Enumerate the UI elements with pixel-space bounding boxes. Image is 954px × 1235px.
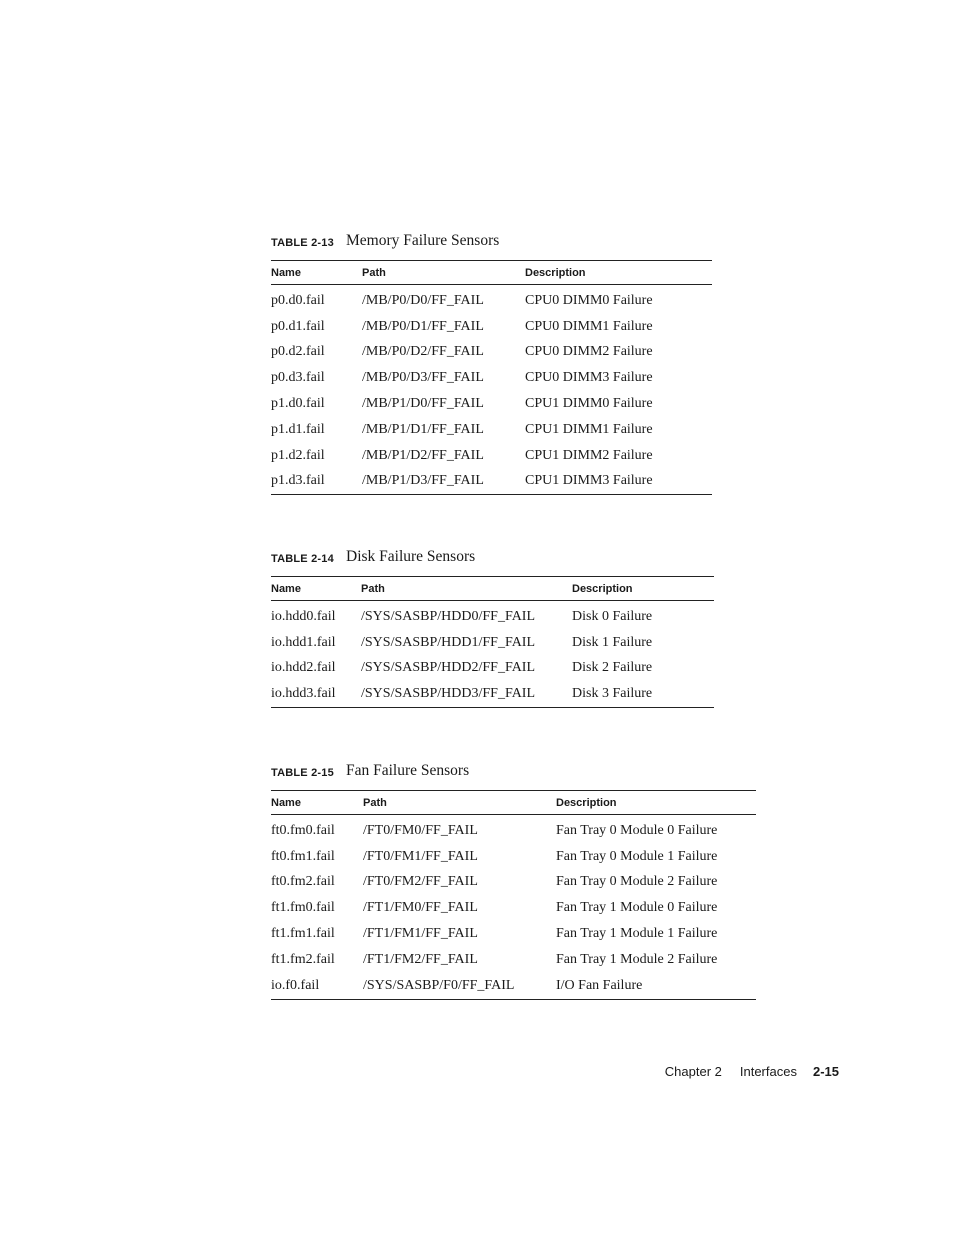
column-header-path: Path	[363, 791, 556, 815]
column-header-description: Description	[556, 791, 756, 815]
cell-path: /MB/P0/D0/FF_FAIL	[362, 292, 484, 308]
cell-path: /MB/P1/D2/FF_FAIL	[362, 447, 484, 463]
cell-description: CPU1 DIMM0 Failure	[525, 396, 653, 412]
cell-name: ft0.fm0.fail	[271, 822, 335, 838]
cell-description: Fan Tray 0 Module 0 Failure	[556, 822, 718, 838]
disk-failure-table	[271, 576, 714, 708]
cell-name: ft1.fm1.fail	[271, 926, 335, 942]
table-header-row	[271, 577, 714, 601]
page-footer	[665, 1064, 839, 1079]
memory-failure-table	[271, 260, 712, 495]
cell-name: ft1.fm0.fail	[271, 900, 335, 916]
cell-name: p1.d0.fail	[271, 396, 325, 412]
cell-path: /MB/P0/D2/FF_FAIL	[362, 344, 484, 360]
column-header-description: Description	[572, 577, 714, 601]
table-block-disk	[271, 548, 714, 708]
cell-path: /FT1/FM1/FF_FAIL	[363, 926, 478, 942]
cell-path: /SYS/SASBP/HDD2/FF_FAIL	[361, 660, 536, 676]
table-label: TABLE 2-14	[271, 553, 334, 565]
cell-description: CPU1 DIMM1 Failure	[525, 421, 653, 437]
table-caption	[271, 762, 756, 782]
table-row	[271, 285, 712, 314]
column-header-name: Name	[271, 577, 361, 601]
table-row	[271, 391, 712, 417]
footer-chapter: Chapter 2	[664, 1064, 722, 1079]
cell-description: CPU1 DIMM2 Failure	[525, 447, 653, 463]
cell-path: /SYS/SASBP/HDD1/FF_FAIL	[361, 634, 536, 650]
cell-name: p0.d1.fail	[271, 318, 325, 334]
cell-name: p1.d3.fail	[271, 469, 362, 495]
cell-path: /MB/P0/D1/FF_FAIL	[362, 318, 484, 334]
cell-path: /FT0/FM0/FF_FAIL	[363, 822, 478, 838]
table-row	[271, 469, 712, 495]
table-title: Memory Failure Sensors	[346, 232, 500, 249]
table-row	[271, 681, 714, 707]
table-header-row	[271, 261, 712, 285]
column-header-path: Path	[362, 261, 525, 285]
cell-path: /MB/P1/D1/FF_FAIL	[362, 421, 484, 437]
cell-name: p0.d3.fail	[271, 370, 325, 386]
cell-name: ft0.fm2.fail	[271, 874, 335, 890]
cell-description: Fan Tray 1 Module 2 Failure	[556, 951, 718, 967]
column-header-description: Description	[525, 261, 712, 285]
table-row	[271, 844, 756, 870]
cell-name: p0.d2.fail	[271, 344, 325, 360]
cell-description: Disk 3 Failure	[572, 681, 714, 707]
cell-path: /FT1/FM0/FF_FAIL	[363, 900, 478, 916]
cell-description: I/O Fan Failure	[556, 973, 756, 999]
cell-description: CPU1 DIMM3 Failure	[525, 469, 712, 495]
cell-path: /SYS/SASBP/HDD0/FF_FAIL	[361, 608, 536, 624]
column-header-path: Path	[361, 577, 572, 601]
table-title: Fan Failure Sensors	[346, 762, 470, 779]
table-block-memory	[271, 232, 712, 495]
cell-path: /MB/P1/D0/FF_FAIL	[362, 396, 484, 412]
page-number: 2-15	[812, 1064, 839, 1079]
table-title: Disk Failure Sensors	[346, 548, 476, 565]
cell-path: /MB/P1/D3/FF_FAIL	[362, 469, 525, 495]
cell-path: /MB/P0/D3/FF_FAIL	[362, 370, 484, 386]
column-header-name: Name	[271, 791, 363, 815]
table-row	[271, 365, 712, 391]
fan-failure-table	[271, 790, 756, 1000]
cell-description: Disk 2 Failure	[572, 660, 653, 676]
table-row	[271, 417, 712, 443]
table-row	[271, 921, 756, 947]
cell-name: io.f0.fail	[271, 973, 363, 999]
table-row	[271, 973, 756, 999]
cell-description: Fan Tray 0 Module 2 Failure	[556, 874, 718, 890]
cell-name: p1.d1.fail	[271, 421, 325, 437]
column-header-name: Name	[271, 261, 362, 285]
table-row	[271, 630, 714, 656]
cell-description: Fan Tray 1 Module 1 Failure	[556, 926, 718, 942]
cell-name: io.hdd1.fail	[271, 634, 336, 650]
table-label: TABLE 2-13	[271, 237, 334, 249]
footer-section: Interfaces	[739, 1064, 797, 1079]
cell-path: /FT0/FM2/FF_FAIL	[363, 874, 478, 890]
cell-path: /FT1/FM2/FF_FAIL	[363, 951, 478, 967]
cell-description: CPU0 DIMM3 Failure	[525, 370, 653, 386]
table-label: TABLE 2-15	[271, 767, 334, 779]
cell-path: /FT0/FM1/FF_FAIL	[363, 848, 478, 864]
table-row	[271, 601, 714, 630]
cell-name: p1.d2.fail	[271, 447, 325, 463]
cell-name: ft1.fm2.fail	[271, 951, 335, 967]
table-row	[271, 947, 756, 973]
cell-path: /SYS/SASBP/HDD3/FF_FAIL	[361, 681, 572, 707]
cell-name: ft0.fm1.fail	[271, 848, 335, 864]
table-row	[271, 340, 712, 366]
table-caption	[271, 548, 714, 568]
table-row	[271, 895, 756, 921]
table-row	[271, 870, 756, 896]
cell-name: io.hdd3.fail	[271, 681, 361, 707]
cell-description: CPU0 DIMM1 Failure	[525, 318, 653, 334]
table-header-row	[271, 791, 756, 815]
cell-description: Fan Tray 0 Module 1 Failure	[556, 848, 718, 864]
cell-name: p0.d0.fail	[271, 292, 325, 308]
cell-description: Fan Tray 1 Module 0 Failure	[556, 900, 718, 916]
table-row	[271, 815, 756, 844]
cell-name: io.hdd2.fail	[271, 660, 336, 676]
cell-description: CPU0 DIMM2 Failure	[525, 344, 653, 360]
table-row	[271, 314, 712, 340]
table-block-fan	[271, 762, 756, 1000]
table-caption	[271, 232, 712, 252]
cell-path: /SYS/SASBP/F0/FF_FAIL	[363, 973, 556, 999]
cell-name: io.hdd0.fail	[271, 608, 336, 624]
table-row	[271, 443, 712, 469]
cell-description: Disk 0 Failure	[572, 608, 653, 624]
cell-description: Disk 1 Failure	[572, 634, 653, 650]
table-row	[271, 656, 714, 682]
cell-description: CPU0 DIMM0 Failure	[525, 292, 653, 308]
